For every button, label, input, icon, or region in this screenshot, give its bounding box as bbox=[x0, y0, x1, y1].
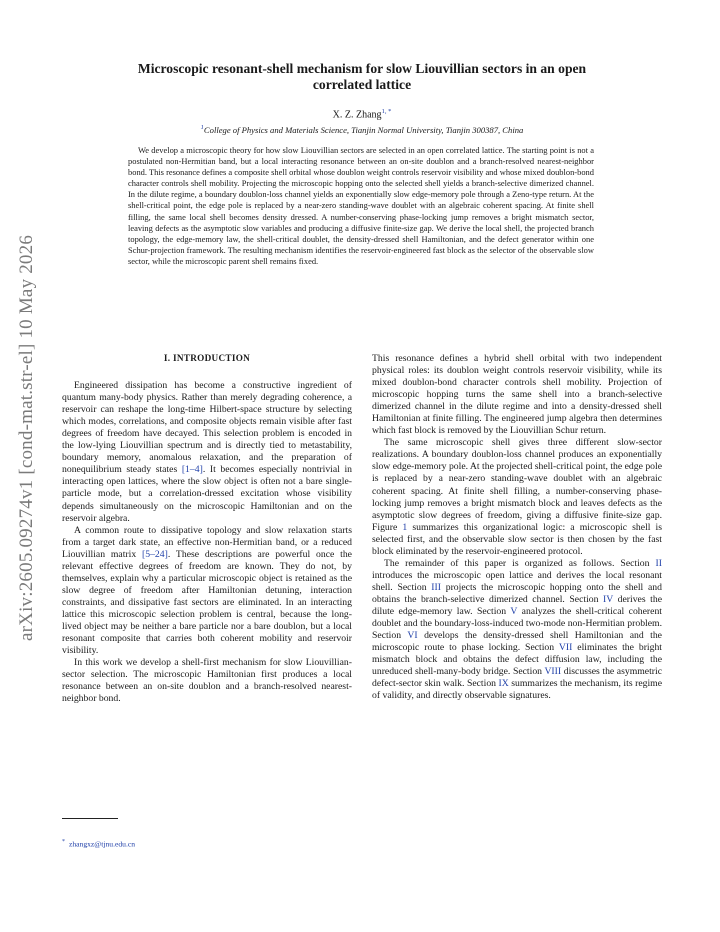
intro-paragraph-3-continued: This resonance defines a hybrid shell orbital with two independent physical roles: its doublon weight controls reservoir visibility, while its mixed doublon-bond character controls shell mobility. Projection of microscopic hopping turns the same shell into a branch-selective dimerized channel in the dilute regime and into a density-dressed shell Hamiltonian at finite filling. The engineered jump algebra then determines which fast block is removed by the Liouvillian Schur return. bbox=[372, 353, 662, 437]
section-link[interactable]: VIII bbox=[544, 666, 562, 678]
outline-text: projects the microscopic hopping onto the shell and obtains the branch-selective dimerized channel. Section bbox=[372, 581, 662, 605]
footnote bbox=[62, 839, 135, 849]
footnote-divider bbox=[62, 818, 118, 819]
title-line-1: Microscopic resonant-shell mechanism for slow Liouvillian sectors in an open bbox=[137, 61, 587, 76]
section-link[interactable]: VII bbox=[558, 642, 573, 654]
intro-p2-text-a: A common route to dissipative topology and slow relaxation starts from a target dark state, an effective non-Hermitian band, or a reduced Liouvillian matrix bbox=[62, 524, 352, 560]
intro-paragraph-5 bbox=[372, 558, 662, 703]
intro-p4-text-b: summarizes this organizational logic: a microscopic shell is selected first, and the observable slow sector is then chosen by the fast block eliminated by the reservoir-engineered protocol. bbox=[372, 521, 663, 557]
intro-paragraph-2 bbox=[62, 525, 352, 658]
section-link[interactable]: III bbox=[431, 581, 441, 593]
outline-text: The remainder of this paper is organized as follows. Section bbox=[384, 557, 656, 569]
outline-text: discusses the asymmetric defect-sector skin walk. Section bbox=[372, 666, 662, 690]
outline-text: eliminates the bright mismatch block and obtains the defect diffusion law, including the unreduced shell-many-body bridge. Section bbox=[372, 642, 662, 678]
abstract: We develop a microscopic theory for how slow Liouvillian sectors are selected in an open correlated lattice. The starting point is not a postulated non-Hermitian band, but a local interacting resonance between an on-site doublon and a branch-resolved nearest-neighbor bond. This resonance defines a composite shell orbital whose doublon weight controls reservoir visibility and whose mixed doublon-bond character controls shell mobility. Projecting the microscopic hopping onto the selected shell yields a branch-selective dimerized channel. In the dilute regime, a boundary doublon-loss channel yields an exponentially slow edge-memory pole through a Zeno-type return. At the shell-critical point, the edge pole is replaced by a near-zero standing-wave doublet with an algebraic coherent spacing. At finite shell filling, the same local shell becomes density dressed. A number-conserving phase-locking jump removes a bright mismatch sector, leaving defects as the asymptotic slow variables and producing a diffusive finite-size gap. We derive the local shell, the projected branch topology, the edge-memory law, the shell-critical doublet, the density-dressed shell Hamiltonian, and the defect generator within one Schur-projection framework. The resulting mechanism identifies the reservoir-engineered fast block as the selector of the observable slow sector, while the microscopic parent shell remains fixed. bbox=[128, 145, 594, 266]
citation-link[interactable]: [5–24] bbox=[142, 548, 168, 560]
outline-text: analyzes the shell-critical coherent doublet and the boundary-loss-induced two-mode non-Hermitian problem. Section bbox=[372, 605, 662, 642]
outline-text: develops the density-dressed shell Hamiltonian and the microscopic route to phase locking. Section bbox=[372, 630, 662, 654]
section-heading-introduction: I. INTRODUCTION bbox=[163, 353, 251, 363]
outline-text: introduces the microscopic open lattice and derives the local resonant shell. Section bbox=[372, 569, 662, 593]
paper-title bbox=[80, 61, 644, 93]
arxiv-side-identifier bbox=[4, 188, 50, 688]
intro-p1-text-b: . It becomes especially nontrivial in interacting open lattices, where the slow object is often not a bare single-particle mode, but a correlation-dressed excitation whose visibility depends simultaneously on the microscopic Hamiltonian and on the reservoir algebra. bbox=[62, 464, 352, 524]
intro-paragraph-4 bbox=[372, 437, 662, 557]
affiliation-text: College of Physics and Materials Science, Tianjin Normal University, Tianjin 300387, China bbox=[203, 124, 524, 135]
intro-paragraph-1 bbox=[62, 380, 352, 525]
citation-link[interactable]: [1–4] bbox=[181, 464, 203, 476]
affiliation-line bbox=[80, 124, 644, 135]
author-email-link[interactable]: zhangxz@tjnu.edu.cn bbox=[69, 839, 136, 849]
left-column bbox=[62, 352, 352, 705]
right-column bbox=[372, 353, 662, 702]
author-marks: 1, * bbox=[381, 108, 392, 115]
title-line-2: correlated lattice bbox=[312, 77, 412, 92]
intro-p1-text-a: Engineered dissipation has become a constructive ingredient of quantum many-body physics. Rather than merely degrading coherence, a reservoir can reshape the long-time Hilbert-space structure by selecting which modes, correlations, and composite objects remain visible after fast degrees of freedom have decayed. This selection problem is encoded in the low-lying Liouvillian spectrum and is directly tied to metastability, boundary memory, anomalous relaxation, and the preparation of nonequilibrium steady states bbox=[62, 380, 352, 476]
intro-p4-text-a: The same microscopic shell gives three different slow-sector realizations. A boundary doublon-loss channel produces an exponentially slow edge-memory pole. At the projected shell-critical point, the edge pole is replaced by a near-zero standing-wave doublet with an algebraic coherent spacing. At finite shell filling, a number-conserving phase-locking jump removes a bright mismatch block and leaves defects as the asymptotic slow degrees of freedom, giving a diffusive finite-size gap. Figure bbox=[372, 437, 662, 533]
outline-text: summarizes the mechanism, its regime of validity, and directly observable signatures. bbox=[372, 678, 662, 702]
section-link[interactable]: IV bbox=[603, 593, 614, 605]
section-link[interactable]: V bbox=[510, 605, 518, 617]
arxiv-id-text: arXiv:2605.09274v1 [cond-mat.str-el] 10 May 2026 bbox=[16, 234, 37, 642]
author-line bbox=[80, 108, 644, 120]
figure-link[interactable]: 1 bbox=[402, 521, 408, 533]
affiliation-mark: 1 bbox=[200, 124, 204, 131]
section-link[interactable]: IX bbox=[498, 678, 509, 690]
intro-p2-text-b: . These descriptions are powerful once the relevant effective degrees of freedom are known. They do not, by themselves, explain why a particular microscopic object is retained as the slow degree of freedom after Hamiltonian detuning, interaction constraints, and dissipative fast sectors are eliminated. In an interacting lattice this microscopic selection problem is central, because the long-lived object may be neither a bare particle nor a bare doublon, but a local resonant composite that carries both coherent mobility and reservoir visibility. bbox=[62, 548, 352, 657]
intro-paragraph-3: In this work we develop a shell-first mechanism for slow Liouvillian-sector selection. The microscopic Hamiltonian first produces a local resonance between an on-site doublon and a branch-resolved nearest-neighbor bond. bbox=[62, 657, 352, 705]
author-name: X. Z. Zhang bbox=[332, 109, 382, 121]
footnote-mark: * bbox=[62, 839, 65, 845]
section-link[interactable]: II bbox=[655, 557, 662, 569]
section-link[interactable]: VI bbox=[407, 630, 418, 642]
outline-text: derives the dilute edge-memory law. Section bbox=[372, 593, 663, 617]
